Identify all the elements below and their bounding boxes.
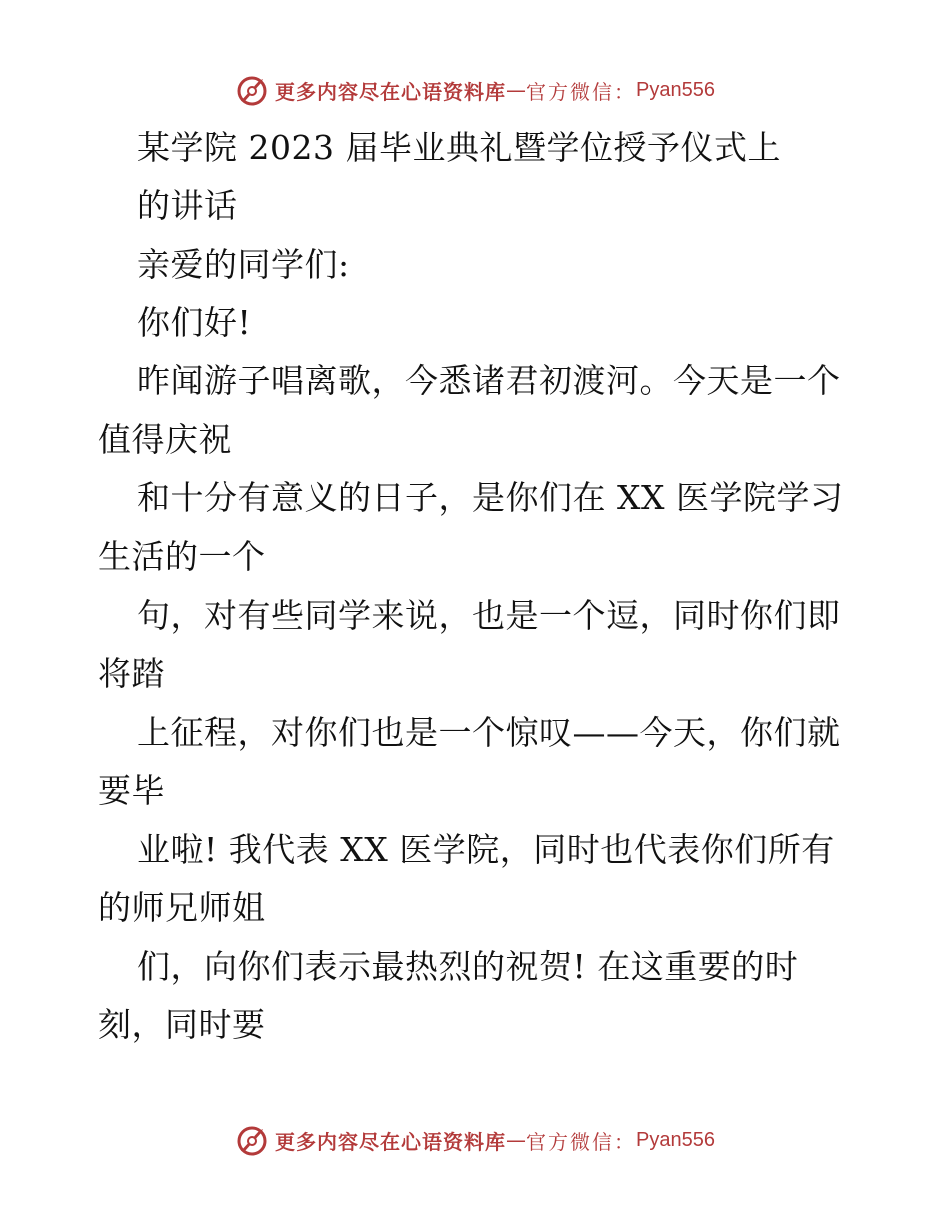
quill-logo-icon (235, 1123, 269, 1157)
banner-separator: — (506, 1128, 527, 1152)
banner-wechat-label: 官方微信： (526, 79, 637, 104)
header-banner (0, 70, 950, 110)
doc-paragraph-line: 昨闻游子唱离歌，今悉诸君初渡河。今天是一个 (137, 361, 841, 400)
banner-separator: — (506, 78, 527, 102)
banner-brand-text: 更多内容尽在心语资料库 (275, 79, 507, 104)
doc-paragraph-line: 和十分有意义的日子，是你们在 XX 医学院学习 (137, 478, 844, 517)
doc-salutation: 亲爱的同学们: (137, 245, 350, 284)
banner-account: Pyan556 (636, 78, 715, 101)
footer-banner (0, 1120, 950, 1160)
doc-paragraph-line: 的师兄师姐 (98, 888, 266, 927)
banner-wechat-label: 官方微信： (526, 1129, 637, 1154)
doc-paragraph-line: 值得庆祝 (98, 420, 232, 459)
doc-paragraph-line: 生活的一个 (98, 537, 266, 576)
banner-account: Pyan556 (636, 1128, 715, 1151)
doc-paragraph-line: 上征程，对你们也是一个惊叹——今天，你们就 (137, 713, 841, 752)
doc-paragraph-line: 们，向你们表示最热烈的祝贺! 在这重要的时 (137, 947, 799, 986)
doc-paragraph-line: 业啦! 我代表 XX 医学院，同时也代表你们所有 (137, 830, 835, 869)
doc-paragraph-line: 将踏 (98, 654, 165, 693)
doc-paragraph-line: 句，对有些同学来说，也是一个逗，同时你们即 (137, 596, 841, 635)
doc-paragraph-line: 刻，同时要 (98, 1005, 266, 1044)
doc-title-line-1: 某学院 2023 届毕业典礼暨学位授予仪式上 (137, 128, 781, 167)
banner-brand-text: 更多内容尽在心语资料库 (275, 1129, 507, 1154)
quill-logo-icon (235, 73, 269, 107)
doc-greeting: 你们好! (137, 303, 252, 342)
doc-paragraph-line: 要毕 (98, 771, 165, 810)
doc-title-line-2: 的讲话 (137, 186, 238, 225)
